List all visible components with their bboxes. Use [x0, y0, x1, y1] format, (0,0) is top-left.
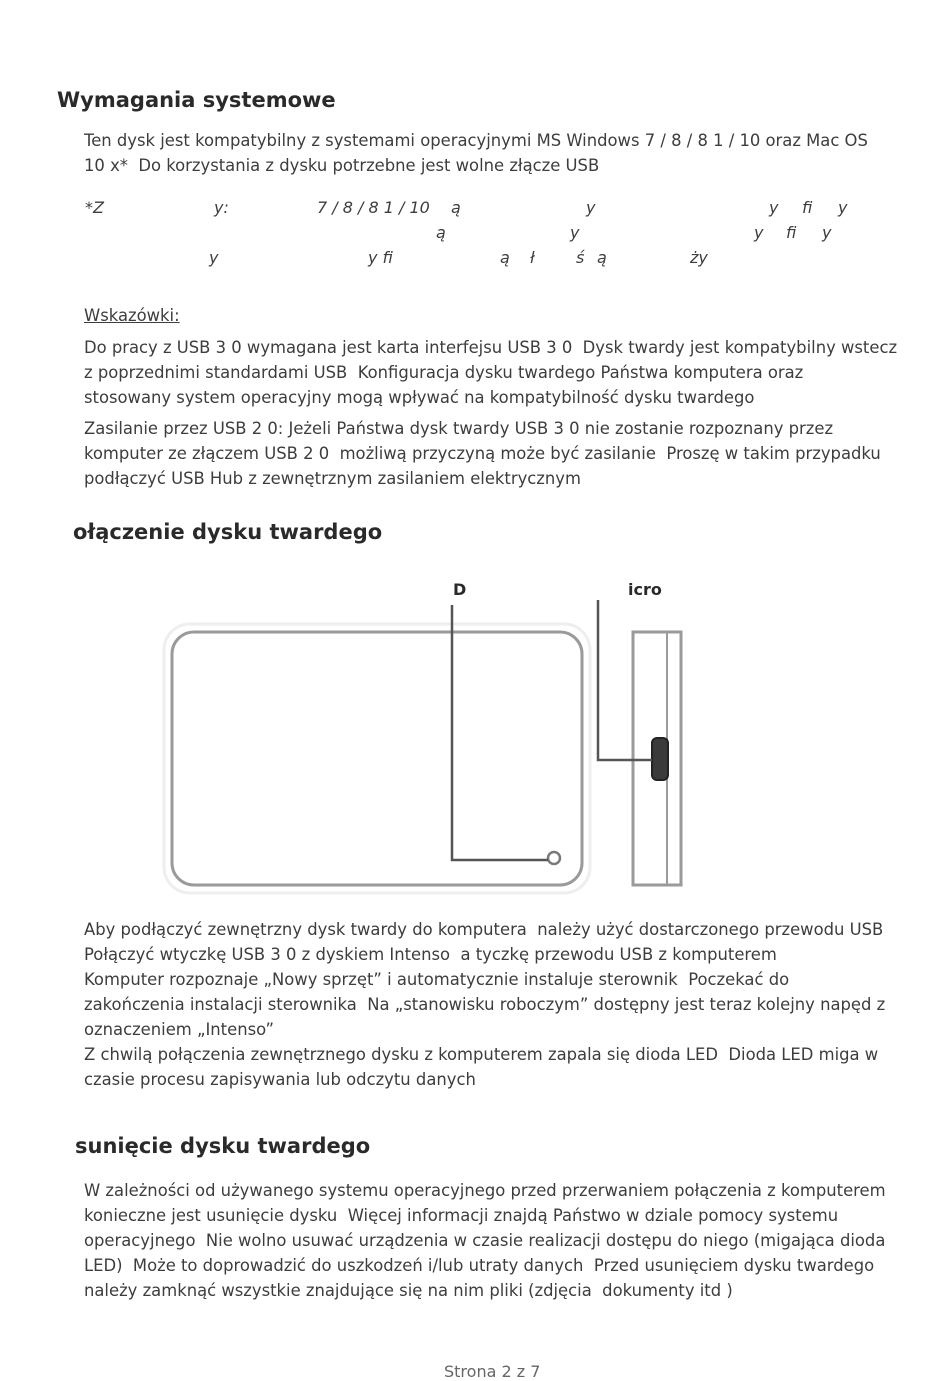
connection-line: zakończenia instalacji sterownika Na „stanowisku roboczym” dostępny jest teraz kolejny napęd z: [84, 995, 886, 1014]
page-footer: Strona 2 z 7: [444, 1362, 541, 1381]
footnote-fragment: y: [822, 223, 832, 242]
connection-line: Aby podłączyć zewnętrzny dysk twardy do komputera należy użyć dostarczonego przewodu USB: [84, 920, 884, 939]
footnote-fragment: *Z: [85, 198, 104, 217]
port-pointer-line: [598, 600, 652, 760]
footnote-fragment: ł: [530, 248, 535, 267]
requirements-line-2: 10 x* Do korzystania z dysku potrzebne jest wolne złącze USB: [84, 156, 600, 175]
tips-line: z poprzednimi standardami USB Konfiguracja dysku twardego Państwa komputera oraz: [84, 363, 804, 382]
connection-line: Z chwilą połączenia zewnętrznego dysku z komputerem zapala się dioda LED Dioda LED miga w: [84, 1045, 879, 1064]
removal-line: operacyjnego Nie wolno usuwać urządzenia w czasie realizacji dostępu do niego (migająca dioda: [84, 1231, 886, 1250]
drive-body-shadow: [164, 624, 590, 893]
footnote-fragment: y: [754, 223, 764, 242]
footnote-fragment: ą: [500, 248, 510, 267]
tips-line: komputer ze złączem USB 2 0 możliwą przyczyną może być zasilanie Proszę w takim przypadku: [84, 444, 881, 463]
footnote-fragment: y: [209, 248, 219, 267]
footnote-fragment: y:: [214, 198, 229, 217]
connection-line: Połączyć wtyczkę USB 3 0 z dyskiem Intenso a tyczkę przewodu USB z komputerem: [84, 945, 777, 964]
diagram-label-right: icro: [628, 580, 662, 599]
removal-line: konieczne jest usunięcie dysku Więcej informacji znajdą Państwo w dziale pomocy systemu: [84, 1206, 839, 1225]
drive-body-front: [172, 632, 582, 885]
tips-line: stosowany system operacyjny mogą wpływać na kompatybilność dysku twardego: [84, 388, 755, 407]
footnote-fragment: ś: [576, 248, 585, 267]
requirements-line-1: Ten dysk jest kompatybilny z systemami operacyjnymi MS Windows 7 / 8 / 8 1 / 10 oraz Mac OS: [84, 131, 868, 150]
tips-line: Do pracy z USB 3 0 wymagana jest karta interfejsu USB 3 0 Dysk twardy jest kompatybilny wstecz: [84, 338, 898, 357]
heading-system-requirements: Wymagania systemowe: [57, 88, 336, 112]
tips-label: Wskazówki:: [84, 306, 180, 325]
tips-line: podłączyć USB Hub z zewnętrznym zasilaniem elektrycznym: [84, 469, 581, 488]
connection-line: Komputer rozpoznaje „Nowy sprzęt” i automatycznie instaluje sterownik Poczekać do: [84, 970, 790, 989]
footnote-fragment: ą: [451, 198, 461, 217]
removal-line: LED) Może to doprowadzić do uszkodzeń i/lub utraty danych Przed usunięciem dysku twardego: [84, 1256, 875, 1275]
footnote-fragment: fi: [786, 223, 797, 242]
diagram-label-left: D: [453, 580, 467, 599]
removal-line: należy zamknąć wszystkie znajdujące się na nim pliki (zdjęcia dokumenty itd ): [84, 1281, 733, 1300]
footnote-fragment: ą: [436, 223, 446, 242]
connection-line: oznaczeniem „Intenso”: [84, 1020, 275, 1039]
heading-connection: ołączenie dysku twardego: [73, 520, 383, 544]
footnote-fragment: y: [586, 198, 596, 217]
footnote-fragment: ą: [597, 248, 607, 267]
footnote-fragment: fi: [802, 198, 813, 217]
micro-usb-port: [652, 738, 668, 780]
footnote-fragment: y: [570, 223, 580, 242]
footnote-fragment: y: [838, 198, 848, 217]
connection-line: czasie procesu zapisywania lub odczytu danych: [84, 1070, 476, 1089]
footnote-fragment: 7 / 8 / 8 1 / 10: [317, 198, 430, 217]
led-pointer-line: [452, 605, 548, 860]
led-indicator: [548, 852, 560, 864]
removal-line: W zależności od używanego systemu operacyjnego przed przerwaniem połączenia z komputerem: [84, 1181, 886, 1200]
footnote-fragment: ży: [690, 248, 708, 267]
footnote-fragment: y: [769, 198, 779, 217]
heading-removal: sunięcie dysku twardego: [75, 1134, 371, 1158]
footnote-fragment: y fi: [368, 248, 393, 267]
tips-line: Zasilanie przez USB 2 0: Jeżeli Państwa dysk twardy USB 3 0 nie zostanie rozpoznany przez: [84, 419, 834, 438]
